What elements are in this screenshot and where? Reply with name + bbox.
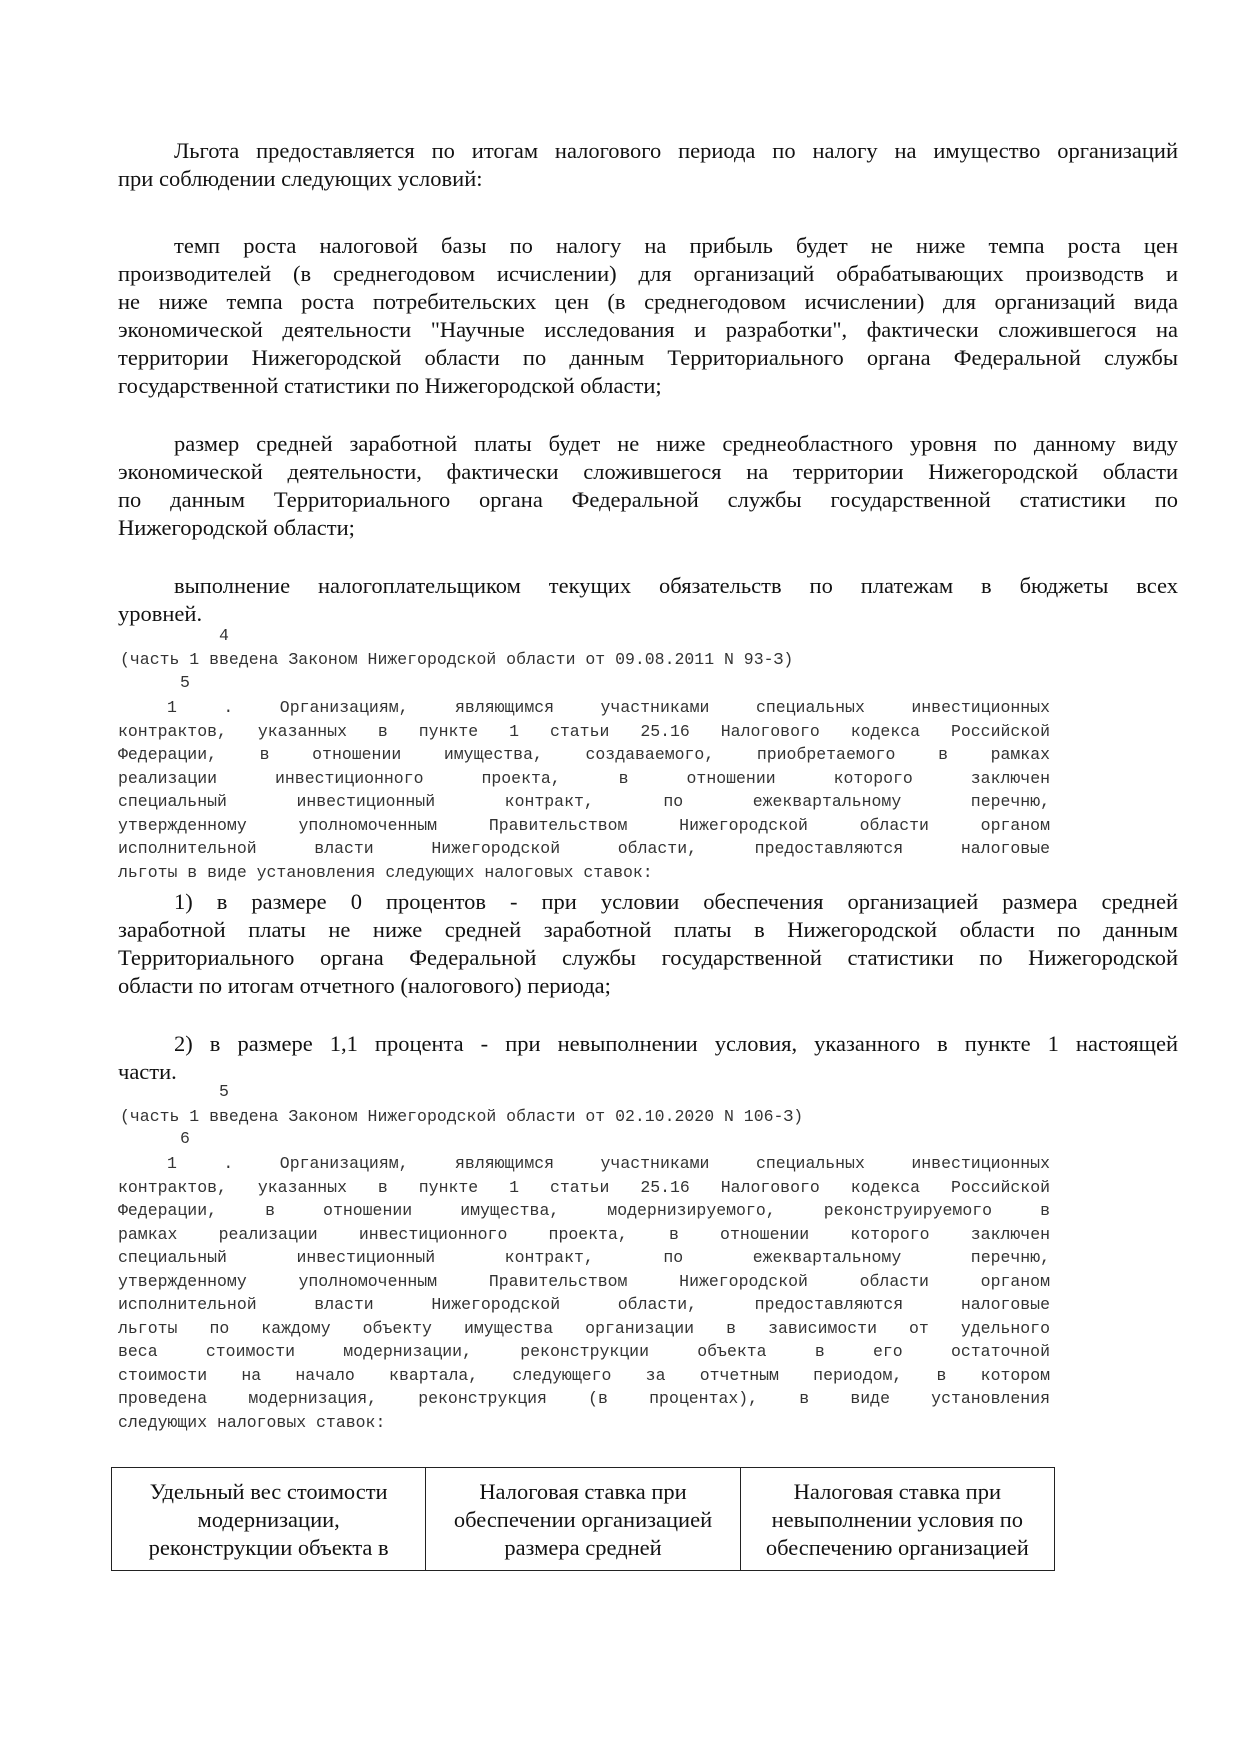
rates-table-header-row	[112, 1468, 1055, 1571]
condition-2-line-4: Нижегородской области;	[118, 515, 355, 540]
condition-1-line-2: производителей (в среднегодовом исчислении) для организаций обрабатывающих производств и	[118, 261, 1178, 286]
header-line: Налоговая ставка при	[479, 1479, 687, 1504]
amendment-note-1: (часть 1 введена Законом Нижегородской области от 09.08.2011 N 93-З)	[120, 650, 794, 669]
condition-3-line-1: выполнение налогоплательщиком текущих обязательств по платежам в бюджеты всех	[174, 573, 1178, 598]
section-1-5-line-7: исполнительной власти Нижегородской области, предоставляются налоговые	[118, 839, 1050, 858]
header-rate-with-condition	[426, 1468, 740, 1571]
header-modernization-share	[112, 1468, 426, 1571]
section-1-6-line-10: стоимости на начало квартала, следующего за отчетным периодом, в котором	[118, 1366, 1050, 1385]
header-line: размера средней	[504, 1535, 662, 1560]
amendment-note-2: (часть 1 введена Законом Нижегородской области от 02.10.2020 N 106-З)	[120, 1107, 804, 1126]
header-line: модернизации,	[197, 1507, 340, 1532]
section-1-5-line-5: специальный инвестиционный контракт, по ежеквартальному перечню,	[118, 792, 1050, 811]
section-1-6-line-12: следующих налоговых ставок:	[118, 1413, 386, 1432]
header-line: реконструкции объекта в	[148, 1535, 389, 1560]
rate-1-line-2: заработной платы не ниже средней заработной платы в Нижегородской области по данным	[118, 917, 1178, 942]
section-1-6-line-5: специальный инвестиционный контракт, по ежеквартальному перечню,	[118, 1248, 1050, 1267]
header-line: обеспечению организацией	[765, 1535, 1029, 1560]
section-1-6-line-8: льготы по каждому объекту имущества организации в зависимости от удельного	[118, 1319, 1050, 1338]
rate-2-line-2: части.	[118, 1059, 177, 1084]
section-1-5-line-4: реализации инвестиционного проекта, в отношении которого заключен	[118, 769, 1050, 788]
header-line: Удельный вес стоимости	[149, 1479, 388, 1504]
note-1-superscript: 4	[219, 626, 229, 645]
header-line: обеспечении организацией	[453, 1507, 713, 1532]
section-1-5-superscript: 5	[180, 673, 190, 692]
section-1-6-line-1: 1 . Организациям, являющимся участниками специальных инвестиционных	[167, 1154, 1050, 1173]
condition-2-line-2: экономической деятельности, фактически сложившегося на территории Нижегородской области	[118, 459, 1178, 484]
header-line: Налоговая ставка при	[793, 1479, 1001, 1504]
section-1-5-line-3: Федерации, в отношении имущества, создаваемого, приобретаемого в рамках	[118, 745, 1050, 764]
condition-1-line-3: не ниже темпа роста потребительских цен (в среднегодовом исчислении) для организаций вида	[118, 289, 1178, 314]
section-1-6-line-2: контрактов, указанных в пункте 1 статьи 25.16 Налогового кодекса Российской	[118, 1178, 1050, 1197]
section-1-6-superscript: 6	[180, 1129, 190, 1148]
rate-2-line-1: 2) в размере 1,1 процента - при невыполнении условия, указанного в пункте 1 настоящей	[174, 1031, 1178, 1056]
condition-1-line-6: государственной статистики по Нижегородской области;	[118, 373, 662, 398]
section-1-6-line-3: Федерации, в отношении имущества, модернизируемого, реконструируемого в	[118, 1201, 1050, 1220]
rates-table	[111, 1467, 1055, 1571]
section-1-6-line-9: веса стоимости модернизации, реконструкции объекта в его остаточной	[118, 1342, 1050, 1361]
section-1-6-line-4: рамках реализации инвестиционного проекта, в отношении которого заключен	[118, 1225, 1050, 1244]
condition-2-line-3: по данным Территориального органа Федеральной службы государственной статистики по	[118, 487, 1178, 512]
condition-3-line-2: уровней.	[118, 601, 203, 626]
section-1-6-line-7: исполнительной власти Нижегородской области, предоставляются налоговые	[118, 1295, 1050, 1314]
condition-1-line-1: темп роста налоговой базы по налогу на прибыль будет не ниже темпа роста цен	[174, 233, 1178, 258]
intro-line-1: Льгота предоставляется по итогам налогового периода по налогу на имущество организаций	[174, 138, 1178, 163]
section-1-5-line-2: контрактов, указанных в пункте 1 статьи 25.16 Налогового кодекса Российской	[118, 722, 1050, 741]
condition-1-line-5: территории Нижегородской области по данным Территориального органа Федеральной службы	[118, 345, 1178, 370]
header-rate-without-condition	[740, 1468, 1054, 1571]
note-2-superscript: 5	[219, 1082, 229, 1101]
condition-1-line-4: экономической деятельности "Научные исследования и разработки", фактически сложившегося на	[118, 317, 1178, 342]
rate-1-line-4: области по итогам отчетного (налогового) периода;	[118, 973, 611, 998]
condition-2-line-1: размер средней заработной платы будет не ниже среднеобластного уровня по данному виду	[174, 431, 1178, 456]
rate-1-line-3: Территориального органа Федеральной службы государственной статистики по Нижегородской	[118, 945, 1178, 970]
section-1-5-line-8: льготы в виде установления следующих налоговых ставок:	[118, 863, 653, 882]
section-1-6-line-11: проведена модернизация, реконструкция (в процентах), в виде установления	[118, 1389, 1050, 1408]
section-1-5-line-1: 1 . Организациям, являющимся участниками специальных инвестиционных	[167, 698, 1050, 717]
rate-1-line-1: 1) в размере 0 процентов - при условии обеспечения организацией размера средней	[174, 889, 1178, 914]
section-1-6-line-6: утвержденному уполномоченным Правительством Нижегородской области органом	[118, 1272, 1050, 1291]
intro-line-2: при соблюдении следующих условий:	[118, 166, 483, 191]
header-line: невыполнении условия по	[771, 1507, 1024, 1532]
section-1-5-line-6: утвержденному уполномоченным Правительством Нижегородской области органом	[118, 816, 1050, 835]
